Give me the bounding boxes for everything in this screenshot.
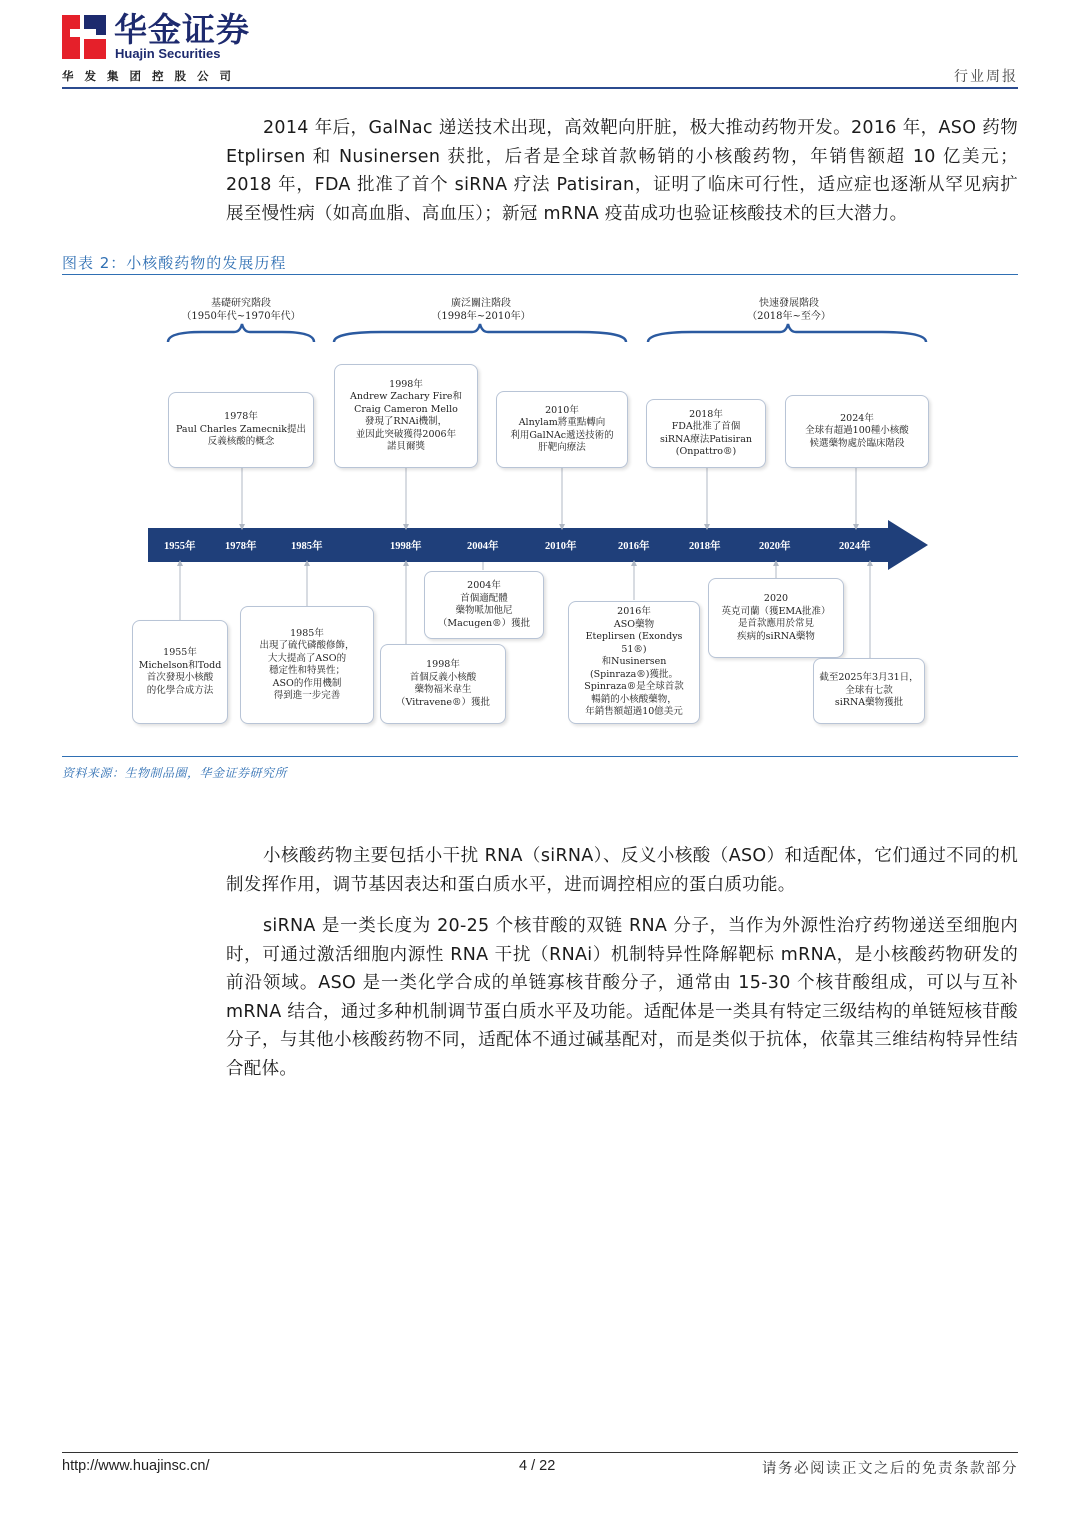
header-divider [62, 87, 1018, 89]
event-box-2020: 2020 英克司蘭（獲EMA批准） 是首款應用於常見 疾病的siRNA藥物 [708, 578, 844, 658]
stage-rapid-development [716, 297, 862, 323]
event-box-2010: 2010年 Alnylam將重點轉向 利用GalNAc遞送技術的 肝靶向療法 [496, 391, 628, 468]
event-box-2025: 截至2025年3月31日， 全球有七款 siRNA藥物獲批 [813, 658, 925, 724]
page-number: 4 / 22 [519, 1458, 556, 1474]
huajin-logo-icon [62, 15, 106, 59]
report-type: 行业周报 [954, 69, 1018, 85]
year-label: 1998年 [390, 541, 422, 552]
event-box-1998-vitravene: 1998年 首個反義小核酸 藥物福米韋生 （Vitravene®）獲批 [380, 644, 506, 724]
year-label: 1978年 [225, 541, 257, 552]
year-label: 2010年 [545, 541, 577, 552]
stage-brace-1 [168, 324, 314, 342]
year-label: 2024年 [839, 541, 871, 552]
stage-brace-3 [648, 324, 926, 342]
event-box-2018: 2018年 FDA批准了首個 siRNA療法Patisiran (Onpattro®) [646, 399, 766, 468]
stage-brace-2 [334, 324, 626, 342]
year-label: 2004年 [467, 541, 499, 552]
stage-name: 廣泛關注階段 [451, 298, 511, 309]
year-label: 2018年 [689, 541, 721, 552]
event-box-1978: 1978年 Paul Charles Zamecnik提出 反義核酸的概念 [168, 392, 314, 468]
footer-divider [62, 1452, 1018, 1453]
group-name: 华发集团控股公司 [62, 69, 242, 83]
logo-en-text: Huajin Securities [115, 46, 221, 61]
figure-source: 资料来源：生物制品圈，华金证券研究所 [62, 766, 288, 780]
event-box-1955: 1955年 Michelson和Todd 首次發現小核酸 的化學合成方法 [132, 620, 228, 724]
footer-url-link[interactable]: http://www.huajinsc.cn/ [62, 1458, 210, 1474]
stage-period: （1950年代~1970年代） [181, 311, 301, 322]
event-box-2016: 2016年 ASO藥物 Eteplirsen (Exondys 51®) 和Nusinersen (Spinraza®)獲批。 Spinraza®是全球首款 暢銷的小核酸藥物， 年銷售額超過10億美元 [568, 601, 700, 724]
stage-period: （1998年~2010年） [431, 311, 531, 322]
intro-paragraph: 2014 年后，GalNac 递送技术出现，高效靶向肝脏，极大推动药物开发。2016 年，ASO 药物 Etplirsen 和 Nusinersen 获批，后者是全球首款畅销的小核酸药物，年销售额超 10 亿美元；2018 年，FDA 批准了首个 siRNA 疗法 Patisiran，证明了临床可行性，适应症也逐渐从罕见病扩展至慢性病（如高血脂、高血压）；新冠 mRNA 疫苗成功也验证核酸技术的巨大潜力。 [226, 118, 1018, 224]
paragraph-2: 小核酸药物主要包括小干扰 RNA（siRNA）、反义小核酸（ASO）和适配体，它们通过不同的机制发挥作用，调节基因表达和蛋白质水平，进而调控相应的蛋白质功能。 [226, 846, 1018, 895]
year-label: 2016年 [618, 541, 650, 552]
year-label: 1955年 [164, 541, 196, 552]
footer-disclaimer: 请务必阅读正文之后的免责条款部分 [762, 1461, 1018, 1477]
event-box-2004: 2004年 首個適配體 藥物哌加他尼 （Macugen®）獲批 [424, 571, 544, 639]
stage-name: 基礎研究階段 [211, 298, 271, 309]
stage-basic-research [168, 297, 314, 323]
event-box-1998-rnai: 1998年 Andrew Zachary Fire和 Craig Cameron Mello 發現了RNAi機制， 並因此突破獲得2006年 諾貝爾獎 [334, 364, 478, 468]
timeline-arrow [148, 520, 928, 570]
year-label: 2020年 [759, 541, 791, 552]
figure-title: 图表 2：小核酸药物的发展历程 [62, 254, 287, 272]
event-box-1985: 1985年 出現了硫代磷酸修飾， 大大提高了ASO的 穩定性和特異性； ASO的作用機制 得到進一步完善 [240, 606, 374, 724]
stage-name: 快速發展階段 [759, 298, 819, 309]
logo-cn-text: 华金证券 [114, 10, 250, 49]
figure-bottom-rule [62, 756, 1018, 757]
year-label: 1985年 [291, 541, 323, 552]
stage-period: （2018年~至今） [747, 311, 831, 322]
event-box-2024: 2024年 全球有超過100種小核酸 候選藥物處於臨床階段 [785, 395, 929, 468]
paragraph-3: siRNA 是一类长度为 20-25 个核苷酸的双链 RNA 分子，当作为外源性治疗药物递送至细胞内时，可通过激活细胞内源性 RNA 干扰（RNAi）机制特异性降解靶标 mRNA，是小核酸药物研发的前沿领域。ASO 是一类化学合成的单链寡核苷酸分子，通常由 15-30 个核苷酸组成，可以与互补 mRNA 结合，通过多种机制调节蛋白质水平及功能。适配体是一类具有特定三级结构的单链短核苷酸分子，与其他小核酸药物不同，适配体不通过碱基配对，而是类似于抗体，依靠其三维结构特异性结合配体。 [226, 916, 1018, 1079]
stage-wide-attention [405, 297, 557, 323]
figure-top-rule [62, 274, 1018, 275]
